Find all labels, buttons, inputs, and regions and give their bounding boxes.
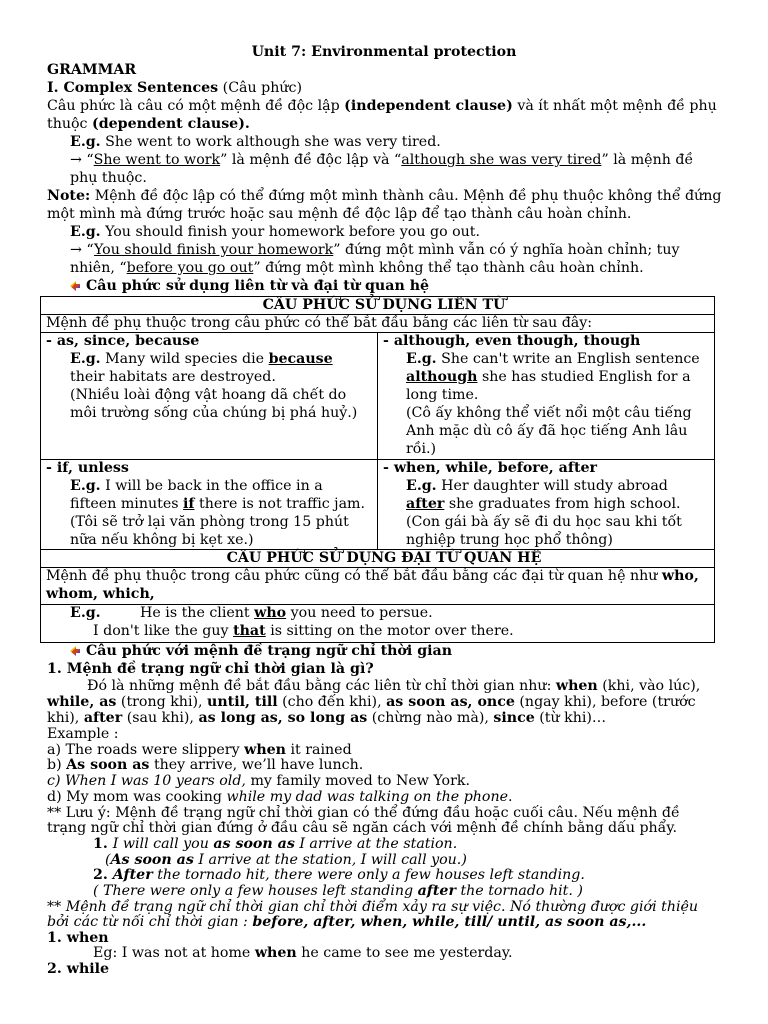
bullet-heading: Câu phức với mệnh đề trạng ngữ chỉ thời gian bbox=[70, 643, 452, 660]
paragraph-line: thuộc (dependent clause). bbox=[47, 116, 250, 132]
cell-example: E.g. Her daughter will study abroad bbox=[406, 478, 668, 494]
subheading-when: 1. when bbox=[47, 930, 109, 946]
cell-translation: Anh mặc dù cô ấy đã học tiếng Anh lâu bbox=[406, 423, 688, 439]
arrow-line: → “She went to work” là mệnh đề độc lập và “although she was very tired” là mệnh đề bbox=[70, 152, 694, 168]
cell-example: E.g. Many wild species die because bbox=[70, 351, 333, 367]
cell-title: - as, since, because bbox=[46, 333, 200, 349]
subheading-while: 2. while bbox=[47, 961, 110, 977]
table-heading: CÂU PHỨC SỬ DỤNG ĐẠI TỪ QUAN HỆ bbox=[226, 550, 542, 566]
example-line: 2. After the tornado hit, there were only a few houses left standing. bbox=[93, 867, 585, 883]
grammar-heading: GRAMMAR bbox=[47, 62, 137, 78]
cell-translation: nữa nếu không bị kẹt xe.) bbox=[70, 532, 254, 548]
note-line: một mình mà đứng trước hoặc sau mệnh đề độc lập để tạo thành câu hoàn chỉnh. bbox=[47, 206, 632, 222]
cell-example: after she graduates from high school. bbox=[406, 496, 681, 512]
example-line: 1. I will call you as soon as I arrive at the station. bbox=[93, 836, 458, 852]
cell-translation: nghiệp trung học phổ thông) bbox=[406, 532, 613, 548]
cell-example: He is the client who you need to persue. bbox=[140, 605, 433, 621]
paragraph-line: Đó là những mệnh đề bắt đầu bằng các liên từ chỉ thời gian như: when (khi, vào lúc), bbox=[87, 678, 701, 694]
page-title: Unit 7: Environmental protection bbox=[251, 44, 517, 60]
cell-title: - if, unless bbox=[46, 460, 129, 476]
cell-translation: (Nhiều loài động vật hoang dã chết do bbox=[70, 387, 347, 403]
paragraph-line: Câu phức là câu có một mệnh đề độc lập (independent clause) và ít nhất một mệnh đề phụ bbox=[47, 98, 717, 114]
example-line: b) As soon as they arrive, we’ll have lunch. bbox=[47, 757, 364, 773]
cell-example: their habitats are destroyed. bbox=[70, 369, 276, 385]
example-line: (As soon as I arrive at the station, I will call you.) bbox=[105, 852, 467, 868]
cell-title: - although, even though, though bbox=[383, 333, 641, 349]
cell-translation: rồi.) bbox=[406, 441, 437, 457]
table-intro: Mệnh đề phụ thuộc trong câu phức có thể bắt đầu bằng các liên từ sau đây: bbox=[46, 315, 593, 331]
note-line: ** Mệnh đề trạng ngữ chỉ thời gian chỉ thời điểm xảy ra sự việc. Nó thường được giới thiệu bbox=[47, 899, 699, 915]
note-line: bởi các từ nối chỉ thời gian : before, after, when, while, till/ until, as soon as,... bbox=[47, 914, 647, 930]
note-line: Note: Mệnh đề độc lập có thể đứng một mình thành câu. Mệnh đề phụ thuộc không thể đứng bbox=[47, 188, 722, 204]
cell-example: long time. bbox=[406, 387, 479, 403]
section-heading: I. Complex Sentences (Câu phức) bbox=[47, 80, 303, 96]
cell-example: although she has studied English for a bbox=[406, 369, 691, 385]
arrow-bullet-icon bbox=[70, 281, 80, 291]
note-line: trạng ngữ chỉ thời gian đứng ở đầu câu sẽ ngăn cách với mệnh đề chính bằng dấu phẩy. bbox=[47, 820, 678, 836]
cell-translation: (Cô ấy không thể viết nổi một câu tiếng bbox=[406, 405, 692, 421]
cell-translation: (Con gái bà ấy sẽ đi du học sau khi tốt bbox=[406, 514, 682, 530]
question-heading: 1. Mệnh đề trạng ngữ chỉ thời gian là gì? bbox=[47, 661, 374, 677]
arrow-line: → “You should finish your homework” đứng một mình vẫn có ý nghĩa hoàn chỉnh; tuy bbox=[70, 242, 680, 258]
example-line: ( There were only a few houses left standing after the tornado hit. ) bbox=[93, 883, 583, 899]
cell-translation: (Tôi sẽ trở lại văn phòng trong 15 phút bbox=[70, 514, 349, 530]
cell-example: E.g. She can't write an English sentence bbox=[406, 351, 700, 367]
cell-example: E.g. I will be back in the office in a bbox=[70, 478, 323, 494]
note-line: ** Lưu ý: Mệnh đề trạng ngữ chỉ thời gian có thể đứng đầu hoặc cuối câu. Nếu mệnh đề bbox=[47, 805, 680, 821]
paragraph-line: while, as (trong khi), until, till (cho đến khi), as soon as, once (ngay khi), before (trước bbox=[47, 694, 696, 710]
example-line: d) My mom was cooking while my dad was talking on the phone. bbox=[47, 789, 513, 805]
example-line: c) When I was 10 years old, my family moved to New York. bbox=[47, 773, 470, 789]
paragraph-line: khi), after (sau khi), as long as, so long as (chừng nào mà), since (từ khi)… bbox=[47, 710, 607, 726]
table-intro: whom, which, bbox=[46, 586, 155, 602]
cell-example: I don't like the guy that is sitting on the motor over there. bbox=[93, 623, 514, 639]
cell-translation: môi trường sống của chúng bị phá huỷ.) bbox=[70, 405, 358, 421]
table-heading: CÂU PHỨC SỬ DỤNG LIÊN TỪ bbox=[262, 297, 506, 313]
arrow-line: nhiên, “before you go out” đứng một mình không thể tạo thành câu hoàn chỉnh. bbox=[70, 260, 644, 276]
bullet-heading: Câu phức sử dụng liên từ và đại từ quan hệ bbox=[70, 278, 429, 295]
cell-title: - when, while, before, after bbox=[383, 460, 598, 476]
cell-example: fifteen minutes if there is not traffic jam. bbox=[70, 496, 366, 512]
table-intro: Mệnh đề phụ thuộc trong câu phức cũng có thể bắt đầu bằng các đại từ quan hệ như who, bbox=[46, 568, 699, 584]
arrow-bullet-icon bbox=[70, 646, 80, 656]
cell-example: E.g. bbox=[70, 605, 101, 621]
example-label: Example : bbox=[47, 726, 119, 742]
example-line: E.g. You should finish your homework before you go out. bbox=[70, 224, 481, 240]
example-line: E.g. She went to work although she was very tired. bbox=[70, 134, 441, 150]
example-line: Eg: I was not at home when he came to see me yesterday. bbox=[93, 945, 513, 961]
arrow-line: phụ thuộc. bbox=[70, 170, 147, 186]
example-line: a) The roads were slippery when it rained bbox=[47, 742, 352, 758]
